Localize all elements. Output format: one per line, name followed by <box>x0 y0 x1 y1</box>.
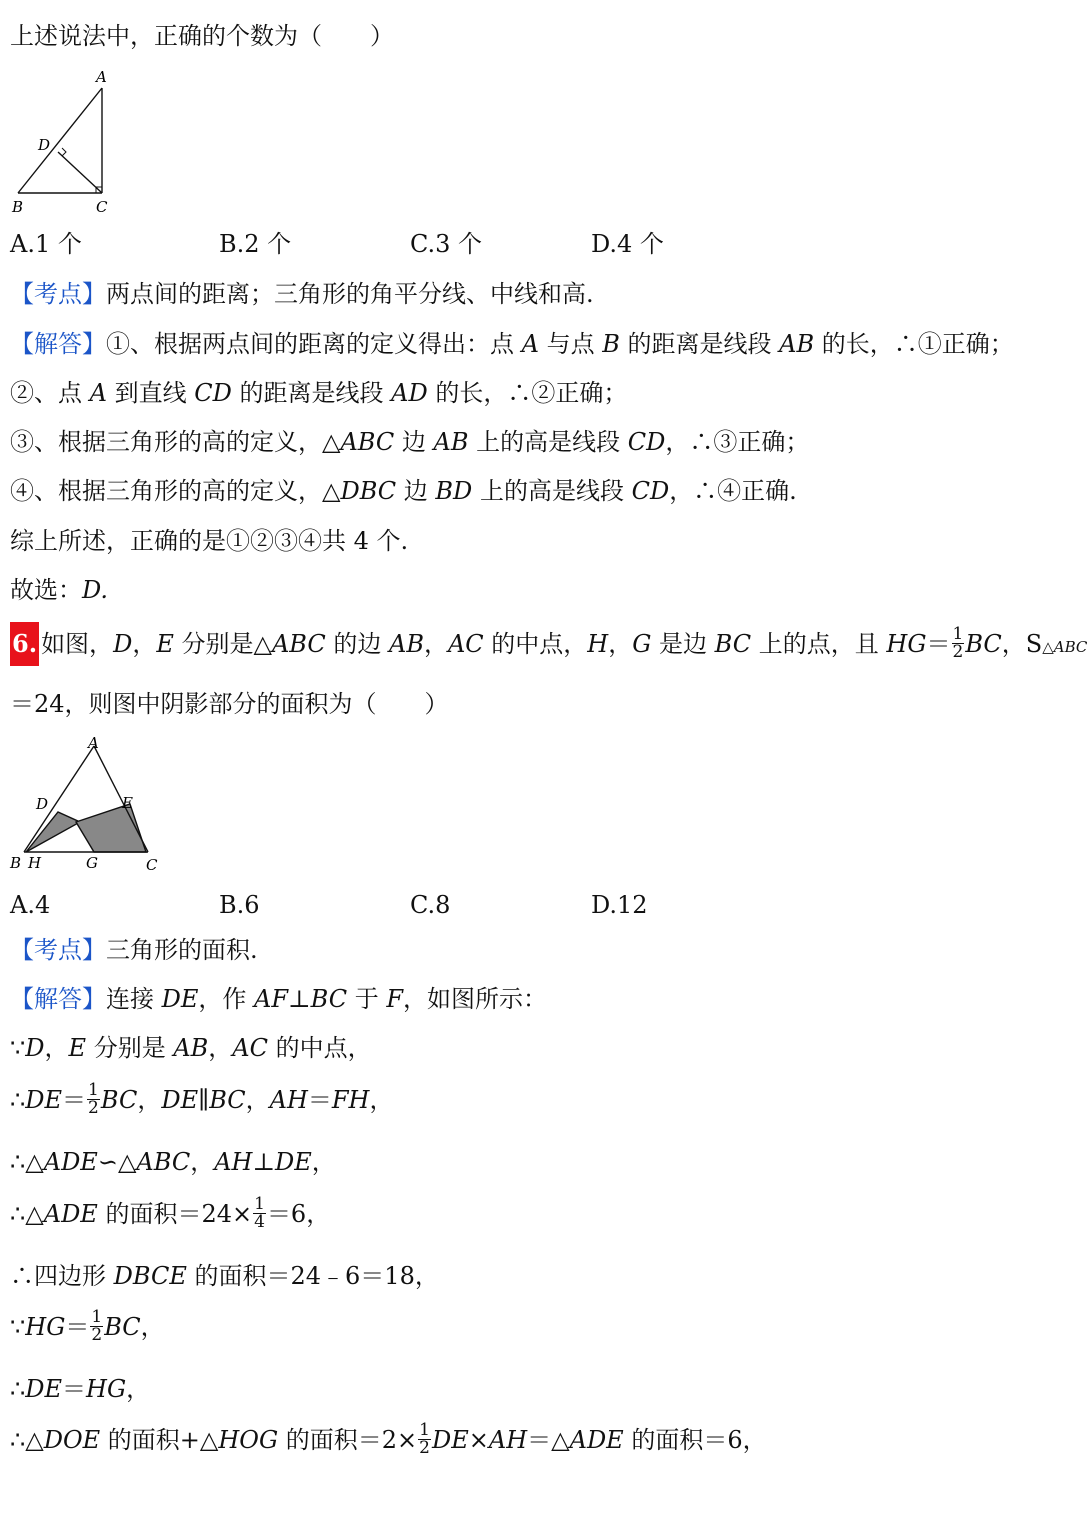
q5-label-c: C <box>96 198 108 216</box>
text: ， <box>140 1313 165 1341</box>
q6-solution-line-9 <box>10 1420 767 1459</box>
text: ∴ <box>10 1086 26 1114</box>
var: AB <box>388 630 424 658</box>
var: AC <box>232 1034 268 1062</box>
text: 与点 <box>538 330 603 358</box>
fraction <box>87 1082 100 1117</box>
q6-statement-line-1 <box>10 622 1087 669</box>
fraction-denominator: 2 <box>419 1438 430 1458</box>
text: ∵ <box>10 1034 26 1062</box>
q6-label-a: A <box>88 734 99 752</box>
q6-option-b: B.6 <box>219 891 260 919</box>
text: 分别是△ <box>173 630 272 658</box>
text: 的中点， <box>483 630 588 658</box>
text: ＝ <box>926 630 951 658</box>
q6-option-a: A.4 <box>10 891 51 919</box>
q5-segment-ba <box>18 88 102 193</box>
q6-figure <box>8 732 168 880</box>
text: 的长，∴②正确； <box>427 379 628 407</box>
text: 故选： <box>10 576 82 604</box>
var: A <box>521 330 539 358</box>
fraction <box>952 626 965 661</box>
text: 的距离是线段 <box>619 330 780 358</box>
var: ABC <box>340 428 395 456</box>
q6-label-b: B <box>10 854 22 872</box>
text: ， <box>423 630 448 658</box>
q6-jieda-tag: 【解答】 <box>10 985 106 1013</box>
var: A <box>89 379 107 407</box>
var: BC <box>209 1086 246 1114</box>
text: ＝6， <box>266 1200 331 1228</box>
fraction-denominator: 2 <box>91 1325 103 1345</box>
q5-solution-line-4 <box>10 475 797 507</box>
var: ABC <box>271 630 326 658</box>
fraction-numerator: 1 <box>952 624 964 644</box>
var: HG <box>886 630 927 658</box>
q6-segment-ab <box>24 746 94 852</box>
q5-solution-line-1 <box>10 328 1014 360</box>
var: CD <box>194 379 232 407</box>
q6-kaodian-tag: 【考点】 <box>10 936 106 964</box>
q5-label-b: B <box>12 198 24 216</box>
text: ∵ <box>10 1313 26 1341</box>
text: 的面积+△ <box>100 1426 219 1454</box>
q5-summary: 综上所述，正确的是①②③④共 4 个. <box>10 527 409 555</box>
text: ， <box>208 1034 233 1062</box>
q6-option-d: D.12 <box>591 891 648 919</box>
text: ∴△ <box>10 1426 44 1454</box>
q5-kaodian-tag: 【考点】 <box>10 280 106 308</box>
text: ∽△ <box>97 1148 137 1176</box>
subscript: △ABC <box>1042 638 1087 656</box>
q5-segment-cd <box>58 152 102 193</box>
q5-answer <box>10 574 108 606</box>
var: DE <box>25 1375 63 1403</box>
var: AF <box>254 985 289 1013</box>
q6-number-badge: 6. <box>10 622 39 666</box>
text: 于 <box>347 985 387 1013</box>
q6-solution-line-4 <box>10 1146 336 1178</box>
text: 的面积＝2× <box>278 1426 418 1454</box>
text: ， <box>190 1148 215 1176</box>
q6-label-e: E <box>122 794 133 812</box>
text: 的边 <box>325 630 389 658</box>
var: D. <box>82 576 109 604</box>
text: 的面积＝24× <box>97 1200 253 1228</box>
q6-solution-line-7 <box>10 1307 165 1346</box>
text: 分别是 <box>86 1034 174 1062</box>
q6-option-c: C.8 <box>410 891 451 919</box>
text: 如图， <box>41 630 114 658</box>
text: ∥ <box>198 1086 210 1114</box>
q6-label-d: D <box>36 795 49 813</box>
var: DE <box>432 1426 469 1454</box>
q6-solution-line-1 <box>10 983 547 1015</box>
q5-option-d: D.4 个 <box>591 230 664 258</box>
text: ， <box>126 1375 151 1403</box>
text: ， <box>44 1034 69 1062</box>
fraction <box>418 1422 431 1457</box>
text: 的面积＝6， <box>623 1426 767 1454</box>
var: FH <box>331 1086 370 1114</box>
var: CD <box>627 428 666 456</box>
var: E <box>68 1034 87 1062</box>
text: ∴ <box>10 1375 26 1403</box>
intro-line: 上述说法中，正确的个数为（ ） <box>10 22 394 50</box>
q6-solution-line-5 <box>10 1194 331 1233</box>
var: AH <box>214 1148 253 1176</box>
var: AD <box>391 379 428 407</box>
var: DE <box>25 1086 63 1114</box>
text: 上的高是线段 <box>472 477 632 505</box>
q6-solution-line-3 <box>10 1080 394 1119</box>
text: ①、根据两点间的距离的定义得出：点 <box>106 330 522 358</box>
text: ， <box>311 1148 336 1176</box>
var: F <box>386 985 403 1013</box>
var: DE <box>161 1086 199 1114</box>
text: 边 <box>396 477 436 505</box>
var: BC <box>310 985 348 1013</box>
fraction <box>253 1196 266 1231</box>
text: 边 <box>394 428 434 456</box>
fraction-numerator: 1 <box>254 1194 265 1214</box>
var: BC <box>965 630 1002 658</box>
q6-solution-line-8 <box>10 1373 150 1405</box>
text: ＝ <box>307 1086 332 1114</box>
var: AB <box>779 330 815 358</box>
text: ∴△ <box>10 1200 44 1228</box>
var: E <box>156 630 174 658</box>
q6-label-g: G <box>86 854 98 872</box>
q5-solution-line-2 <box>10 377 627 409</box>
q5-solution-line-3 <box>10 426 809 458</box>
text: 的面积＝24﹣6＝18， <box>186 1262 439 1290</box>
text: ，如图所示： <box>402 985 547 1013</box>
q6-kaodian-text: 三角形的面积. <box>106 936 258 964</box>
text: ＝ <box>62 1086 87 1114</box>
var: BD <box>435 477 473 505</box>
var: HG <box>25 1313 66 1341</box>
text: ， <box>245 1086 270 1114</box>
text: 连接 <box>106 985 162 1013</box>
text: 的中点， <box>268 1034 372 1062</box>
q6-solution-line-2 <box>10 1032 372 1064</box>
q6-statement-line-2: ＝24，则图中阴影部分的面积为（ ） <box>10 690 449 718</box>
var: ADE <box>43 1148 98 1176</box>
q5-kaodian-text: 两点间的距离；三角形的角平分线、中线和高. <box>106 280 594 308</box>
fraction-denominator: 2 <box>88 1098 99 1118</box>
text: ，作 <box>198 985 255 1013</box>
text: ③、根据三角形的高的定义，△ <box>10 428 341 456</box>
q6-shaded-left <box>26 812 80 852</box>
var: AH <box>269 1086 308 1114</box>
fraction-denominator: 2 <box>952 642 964 662</box>
q5-option-a: A.1 个 <box>10 230 82 258</box>
var: G <box>632 630 652 658</box>
var: HG <box>86 1375 127 1403</box>
q5-jieda-tag: 【解答】 <box>10 330 106 358</box>
var: BC <box>104 1313 141 1341</box>
var: AB <box>173 1034 209 1062</box>
fraction-numerator: 1 <box>419 1420 430 1440</box>
q5-kaodian-line <box>10 278 594 310</box>
var: B <box>602 330 620 358</box>
text: ⊥ <box>252 1148 276 1176</box>
text: ④、根据三角形的高的定义，△ <box>10 477 341 505</box>
var: H <box>587 630 609 658</box>
q6-label-h: H <box>28 854 42 872</box>
q5-option-c: C.3 个 <box>410 230 483 258</box>
q5-right-angle-d <box>62 148 66 156</box>
text: ， <box>608 630 633 658</box>
text: ， <box>369 1086 394 1114</box>
q6-kaodian-line <box>10 934 258 966</box>
q5-figure <box>8 64 118 220</box>
q6-solution-line-6 <box>10 1260 439 1292</box>
text: ②、点 <box>10 379 90 407</box>
text: 的长，∴①正确； <box>814 330 1014 358</box>
text: 是边 <box>651 630 715 658</box>
text: 上的点，且 <box>751 630 887 658</box>
text: ⊥ <box>288 985 311 1013</box>
text: ， <box>137 1086 162 1114</box>
text: ，∴④正确. <box>669 477 797 505</box>
var: AC <box>447 630 484 658</box>
fraction-numerator: 1 <box>88 1080 99 1100</box>
var: AH <box>488 1426 528 1454</box>
text: 到直线 <box>106 379 195 407</box>
var: ADE <box>43 1200 98 1228</box>
text: ＝ <box>65 1313 90 1341</box>
text: ，S <box>1001 630 1043 658</box>
var: DE <box>275 1148 312 1176</box>
q6-label-c: C <box>146 856 158 874</box>
text: ∴四边形 <box>10 1262 114 1290</box>
text: ，∴③正确； <box>665 428 810 456</box>
var: D <box>113 630 133 658</box>
text: ∴△ <box>10 1148 44 1176</box>
text: 上的高是线段 <box>468 428 628 456</box>
var: BC <box>100 1086 138 1114</box>
text: ， <box>132 630 157 658</box>
fraction-denominator: 4 <box>254 1212 265 1232</box>
var: ADE <box>569 1426 624 1454</box>
text: × <box>468 1426 489 1454</box>
var: D <box>25 1034 45 1062</box>
var: DBCE <box>113 1262 187 1290</box>
var: DE <box>161 985 199 1013</box>
fraction-numerator: 1 <box>91 1307 103 1327</box>
text: 的距离是线段 <box>231 379 392 407</box>
var: DBC <box>340 477 397 505</box>
q5-label-d: D <box>38 136 51 154</box>
var: HOG <box>218 1426 279 1454</box>
var: DOE <box>43 1426 101 1454</box>
var: ABC <box>136 1148 191 1176</box>
q5-label-a: A <box>96 68 107 86</box>
fraction <box>90 1309 103 1344</box>
text: ＝ <box>62 1375 87 1403</box>
var: AB <box>433 428 469 456</box>
text: ＝△ <box>527 1426 570 1454</box>
var: BC <box>714 630 752 658</box>
q5-option-b: B.2 个 <box>219 230 292 258</box>
var: CD <box>631 477 670 505</box>
